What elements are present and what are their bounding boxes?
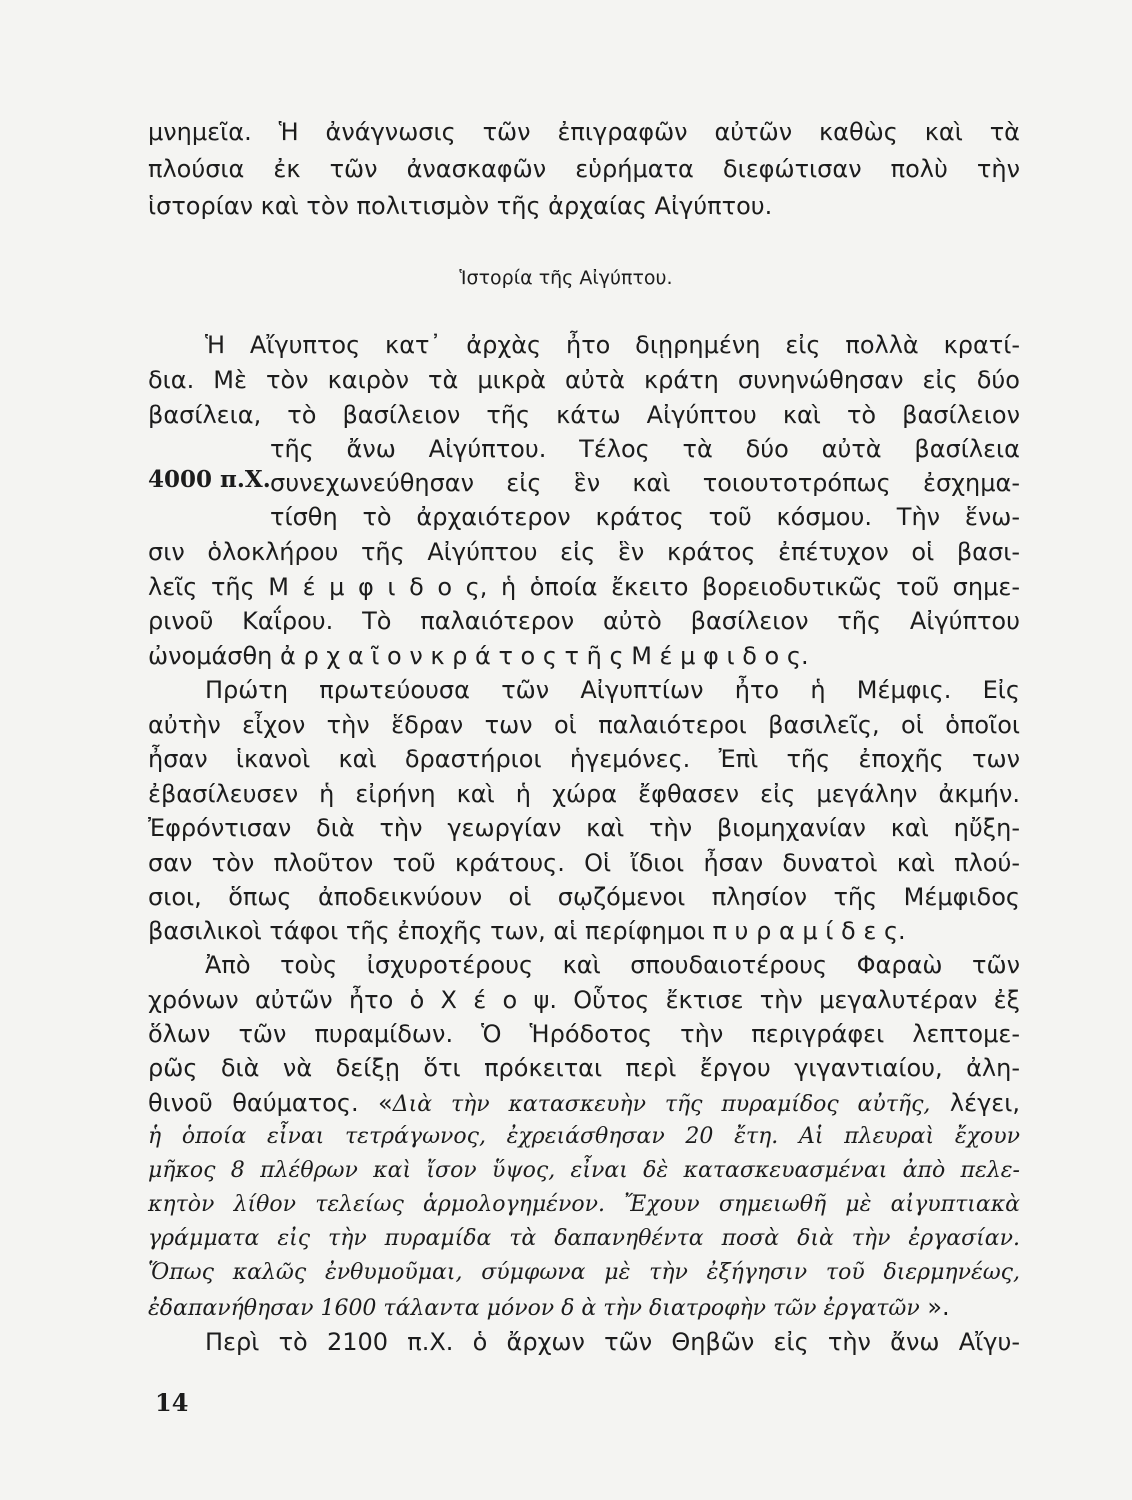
body-line: σιοι, ὅπως ἀποδεικνύουν οἱ σῳζόμενοι πλησίον τῆς Μέμφιδος <box>148 883 1020 911</box>
body-line: σιν ὁλοκλήρου τῆς Αἰγύπτου εἰς ἓν κράτος ἐπέτυχον οἱ βασι- <box>148 538 1020 566</box>
quote-end-italic: ἐδαπανήθησαν 1600 τάλαντα μόνον δ ὰ τὴν διατροφὴν τῶν ἐργατῶν <box>148 1296 920 1321</box>
section-heading: Ἱστορία τῆς Αἰγύπτου. <box>459 267 673 289</box>
body-line: λεῖς τῆς Μ έ μ φ ι δ ο ς, ἡ ὁποία ἔκειτο βορειοδυτικῶς τοῦ σημε- <box>148 573 1020 601</box>
quote-line: ἡ ὁποία εἶναι τετράγωνος, ἐχρειάσθησαν 20 ἔτη. Αἱ πλευραὶ ἔχουν <box>148 1124 1020 1149</box>
final-line: Περὶ τὸ 2100 π.Χ. ὁ ἄρχων τῶν Θηβῶν εἰς τὴν ἄνω Αἴγυ- <box>205 1328 1020 1356</box>
body-line: τίσθη τὸ ἀρχαιότερον κράτος τοῦ κόσμου. Τὴν ἕνω- <box>270 503 1020 531</box>
body-line: ρῶς διὰ νὰ δείξῃ ὅτι πρόκειται περὶ ἔργου γιγαντιαίου, ἀλη- <box>148 1054 1020 1082</box>
quote-end-line <box>148 1290 1020 1326</box>
quote-line: κητὸν λίθον τελείως ἁρμολογημένον. Ἔχουν σημειωθῆ μὲ αἰγυπτιακὰ <box>148 1192 1020 1217</box>
body-line: ἐβασίλευσεν ἡ εἰρήνη καὶ ἡ χώρα ἔφθασεν εἰς μεγάλην ἀκμήν. <box>148 780 1020 808</box>
body-line: δια. Μὲ τὸν καιρὸν τὰ μικρὰ αὐτὰ κράτη συνηνώθησαν εἰς δύο <box>148 366 1020 394</box>
body-line: Ἐφρόντισαν διὰ τὴν γεωργίαν καὶ τὴν βιομηχανίαν καὶ ηὔξη- <box>148 814 1020 842</box>
quote-before: θινοῦ θαύματος. « <box>148 1089 393 1117</box>
body-line: βασίλεια, τὸ βασίλειον τῆς κάτω Αἰγύπτου καὶ τὸ βασίλειον <box>148 401 1020 429</box>
body-line: ρινοῦ Καΐρου. Τὸ παλαιότερον αὐτὸ βασίλειον τῆς Αἰγύπτου <box>148 607 1020 635</box>
body-line: βασιλικοὶ τάφοι τῆς ἐποχῆς των, αἱ περίφημοι π υ ρ α μ ί δ ε ς. <box>148 917 906 945</box>
body-line: σαν τὸν πλοῦτον τοῦ κράτους. Οἱ ἴδιοι ἦσαν δυνατοὶ καὶ πλού- <box>148 849 1020 877</box>
body-line: συνεχωνεύθησαν εἰς ἓν καὶ τοιουτοτρόπως ἐσχημα- <box>270 469 1020 497</box>
quote-line: μῆκος 8 πλέθρων καὶ ἴσον ὕψος, εἶναι δὲ κατασκευασμέναι ἀπὸ πελε- <box>148 1158 1020 1183</box>
quote-start-line <box>148 1086 1020 1122</box>
body-line: ὠνομάσθη ἀ ρ χ α ῖ ο ν κ ρ ά τ ο ς τ ῆ ς Μ έ μ φ ι δ ο ς. <box>148 642 809 670</box>
quote-line: γράμματα εἰς τὴν πυραμίδα τὰ δαπανηθέντα ποσὰ διὰ τὴν ἐργασίαν. <box>148 1226 1020 1251</box>
body-line: ἦσαν ἱκανοὶ καὶ δραστήριοι ἡγεμόνες. Ἐπὶ τῆς ἐποχῆς των <box>148 745 1020 773</box>
body-line: Ἡ Αἴγυπτος κατ᾽ ἀρχὰς ἦτο διῃρημένη εἰς πολλὰ κρατί- <box>205 331 1020 359</box>
quote-after: λέγει, <box>930 1089 1020 1117</box>
intro-line-1: μνημεῖα. Ἡ ἀνάγνωσις τῶν ἐπιγραφῶν αὐτῶν καθὼς καὶ τὰ <box>148 118 1020 146</box>
intro-line-3: ἱστορίαν καὶ τὸν πολιτισμὸν τῆς ἀρχαίας Αἰγύπτου. <box>148 192 773 220</box>
margin-date-note: 4000 π.Χ. <box>148 466 271 493</box>
body-line: χρόνων αὐτῶν ἦτο ὁ Χ έ ο ψ. Οὗτος ἔκτισε τὴν μεγαλυτέραν ἐξ <box>148 986 1020 1014</box>
intro-line-2: πλούσια ἐκ τῶν ἀνασκαφῶν εὑρήματα διεφώτισαν πολὺ τὴν <box>148 155 1020 183</box>
body-line: ὅλων τῶν πυραμίδων. Ὁ Ἡρόδοτος τὴν περιγράφει λεπτομε- <box>148 1020 1020 1048</box>
body-line: Πρώτη πρωτεύουσα τῶν Αἰγυπτίων ἦτο ἡ Μέμφις. Εἰς <box>205 676 1020 704</box>
quote-italic: Διὰ τὴν κατασκευὴν τῆς πυραμίδος αὐτῆς, <box>392 1092 931 1117</box>
body-line: αὐτὴν εἶχον τὴν ἕδραν των οἱ παλαιότεροι βασιλεῖς, οἱ ὁποῖοι <box>148 711 1020 739</box>
quote-line: Ὅπως καλῶς ἐνθυμοῦμαι, σύμφωνα μὲ τὴν ἐξήγησιν τοῦ διερμηνέως, <box>148 1260 1020 1285</box>
quote-end-after: ». <box>919 1293 950 1321</box>
body-line: Ἀπὸ τοὺς ἰσχυροτέρους καὶ σπουδαιοτέρους Φαραὼ τῶν <box>205 951 1020 979</box>
page-number: 14 <box>155 1388 189 1417</box>
body-line: τῆς ἄνω Αἰγύπτου. Τέλος τὰ δύο αὐτὰ βασίλεια <box>270 435 1020 463</box>
